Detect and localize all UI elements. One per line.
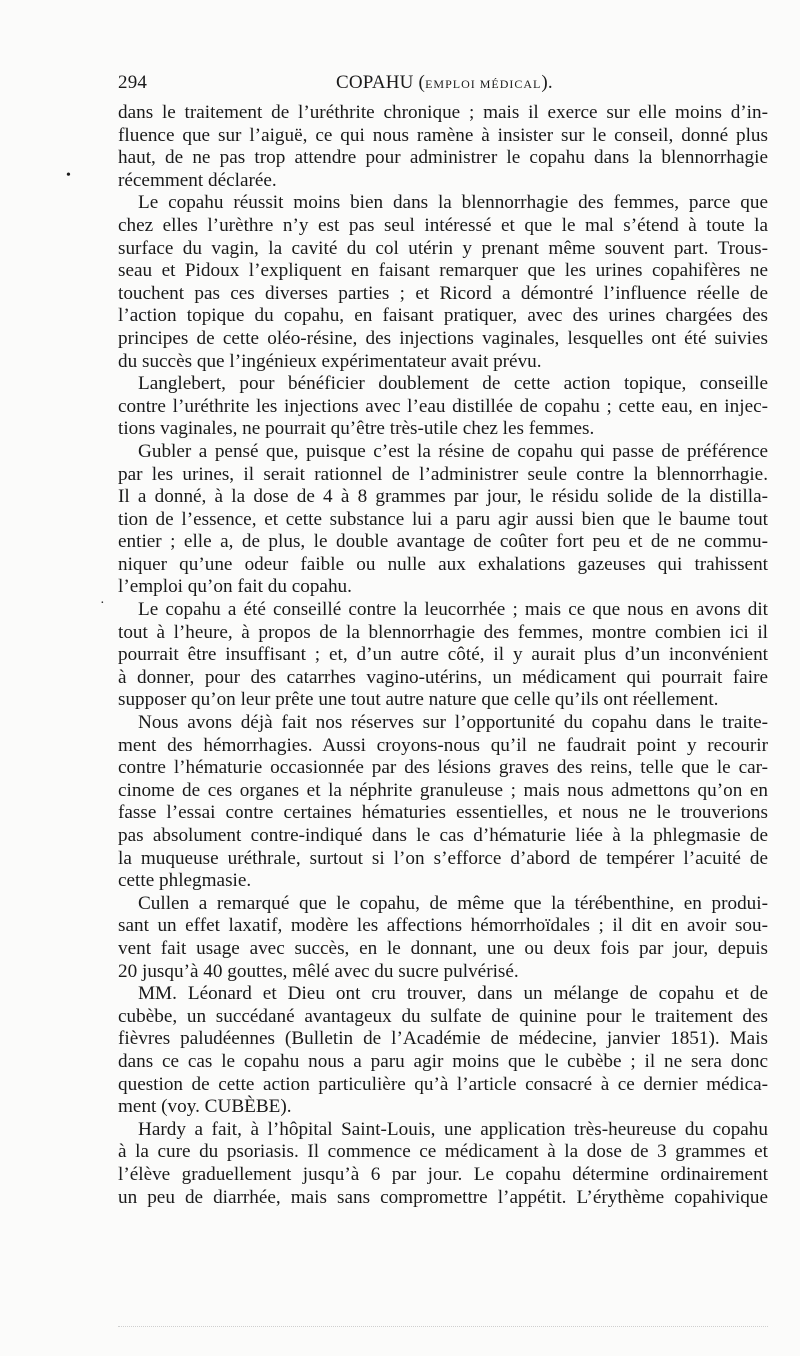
text-line: seau et Pidoux l’expliquent en faisant remarquer que les urines copahifères ne: [118, 260, 768, 282]
text-line: tout à l’heure, à propos de la blennorrhagie des femmes, montre combien ici il: [118, 621, 768, 643]
text-line: tions vaginales, ne pourrait qu’être très-utile chez les femmes.: [118, 418, 595, 440]
text-line: l’emploi qu’on fait du copahu.: [118, 576, 352, 598]
bottom-rule: [118, 1326, 768, 1327]
text-line: supposer qu’on leur prête une tout autre nature que celle qu’ils ont réellement.: [118, 689, 719, 711]
text-line: cette phlegmasie.: [118, 870, 252, 892]
text-line: sant un effet laxatif, modère les affections hémorrhoïdales ; il dit en avoir sou-: [118, 915, 768, 937]
text-line: contre l’uréthrite les injections avec l’eau distillée de copahu ; cette eau, en injec-: [118, 395, 768, 417]
text-line: Cullen a remarqué que le copahu, de même que la térébenthine, en produi-: [138, 892, 768, 914]
text-line: cubèbe, un succédané avantageux du sulfate de quinine pour le traitement des: [118, 1005, 768, 1027]
text-line: fièvres paludéennes (Bulletin de l’Académie de médecine, janvier 1851). Mais: [118, 1028, 768, 1050]
text-line: entier ; elle a, de plus, le double avantage de coûter fort peu et de ne commu-: [118, 531, 768, 553]
text-line: à donner, pour des catarrhes vagino-utérins, un médicament qui pourrait faire: [118, 666, 768, 688]
text-line: un peu de diarrhée, mais sans compromettre l’appétit. L’érythème copahivique: [118, 1186, 768, 1208]
text-line: tion de l’essence, et cette substance lui a paru agir aussi bien que le baume tout: [118, 508, 768, 530]
text-line: du succès que l’ingénieux expérimentateur avait prévu.: [118, 350, 542, 372]
text-line: question de cette action particulière qu’à l’article consacré à ce dernier médica-: [118, 1073, 768, 1095]
text-line: Langlebert, pour bénéficier doublement de cette action topique, conseille: [138, 373, 768, 395]
text-line: Gubler a pensé que, puisque c’est la résine de copahu qui passe de préférence: [138, 440, 768, 462]
text-line: surface du vagin, la cavité du col utérin y prenant même souvent part. Trous-: [118, 237, 768, 259]
text-line: la muqueuse uréthrale, surtout si l’on s’efforce d’abord de tempérer l’acuité de: [118, 847, 768, 869]
text-line: principes de cette oléo-résine, des injections vaginales, lesquelles ont été suivies: [118, 327, 768, 349]
text-line: cinome de ces organes et la néphrite granuleuse ; mais nous admettons qu’on en: [118, 779, 768, 801]
text-line: 20 jusqu’à 40 gouttes, mêlé avec du sucre pulvérisé.: [118, 960, 519, 982]
text-line: ment des hémorrhagies. Aussi croyons-nous qu’il ne faudrait point y recourir: [118, 734, 768, 756]
text-line: ment (voy. CUBÈBE).: [118, 1096, 292, 1118]
body-text: [118, 102, 768, 1209]
running-title-small-caps: EMPLOI MÉDICAL: [425, 77, 542, 91]
running-title-main: COPAHU (: [336, 72, 426, 93]
text-line: pas absolument contre-indiqué dans le cas d’hématurie liée à la phlegmasie de: [118, 825, 768, 846]
text-line: pourrait être insuffisant ; et, d’un autre côté, il y aurait plus d’un inconvénient: [118, 644, 768, 666]
text-line: Il a donné, à la dose de 4 à 8 grammes par jour, le résidu solide de la distilla-: [118, 486, 768, 508]
text-line: fluence que sur l’aiguë, ce qui nous ramène à insister sur le conseil, donné plus: [118, 124, 768, 146]
text-line: fasse l’essai contre certaines hématuries essentielles, et nous ne le trouverions: [118, 802, 768, 824]
text-line: MM. Léonard et Dieu ont cru trouver, dans un mélange de copahu et de: [138, 983, 768, 1005]
text-line: niquer qu’une odeur faible ou nulle aux exhalations gazeuses qui trahissent: [118, 553, 768, 575]
running-title: [336, 72, 553, 94]
text-line: vent fait usage avec succès, en le donnant, une ou deux fois par jour, depuis: [118, 937, 768, 959]
text-line: l’élève graduellement jusqu’à 6 par jour. Le copahu détermine ordinairement: [118, 1163, 768, 1185]
page-number: 294: [118, 72, 148, 93]
text-line: Le copahu a été conseillé contre la leucorrhée ; mais ce que nous en avons dit: [138, 599, 768, 621]
text-line: l’action topique du copahu, en faisant pratiquer, avec des urines chargées des: [118, 305, 768, 327]
text-line: chez elles l’urèthre n’y est pas seul intéressé et que le mal s’étend à toute la: [118, 214, 768, 236]
margin-dot: ·: [100, 596, 105, 611]
margin-bullet: •: [66, 168, 71, 183]
text-line: dans ce cas le copahu nous a paru agir moins que le cubèbe ; il ne sera donc: [118, 1050, 768, 1072]
page-header: [118, 72, 758, 98]
text-line: par les urines, il serait rationnel de l’administrer seule contre la blennorrhagie.: [118, 463, 768, 485]
text-line: Hardy a fait, à l’hôpital Saint-Louis, une application très-heureuse du copahu: [138, 1118, 768, 1140]
text-line: dans le traitement de l’uréthrite chronique ; mais il exerce sur elle moins d’in-: [118, 102, 768, 123]
text-line: contre l’hématurie occasionnée par des lésions graves des reins, telle que le car-: [118, 757, 768, 779]
text-line: touchent pas ces diverses parties ; et Ricord a démontré l’influence réelle de: [118, 282, 768, 304]
text-line: Nous avons déjà fait nos réserves sur l’opportunité du copahu dans le traite-: [138, 712, 768, 734]
running-title-end: ).: [541, 72, 553, 93]
text-line: récemment déclarée.: [118, 169, 277, 191]
text-line: à la cure du psoriasis. Il commence ce médicament à la dose de 3 grammes et: [118, 1141, 768, 1163]
text-line: haut, de ne pas trop attendre pour administrer le copahu dans la blennorrhagie: [118, 147, 768, 169]
text-line: Le copahu réussit moins bien dans la blennorrhagie des femmes, parce que: [138, 192, 768, 214]
